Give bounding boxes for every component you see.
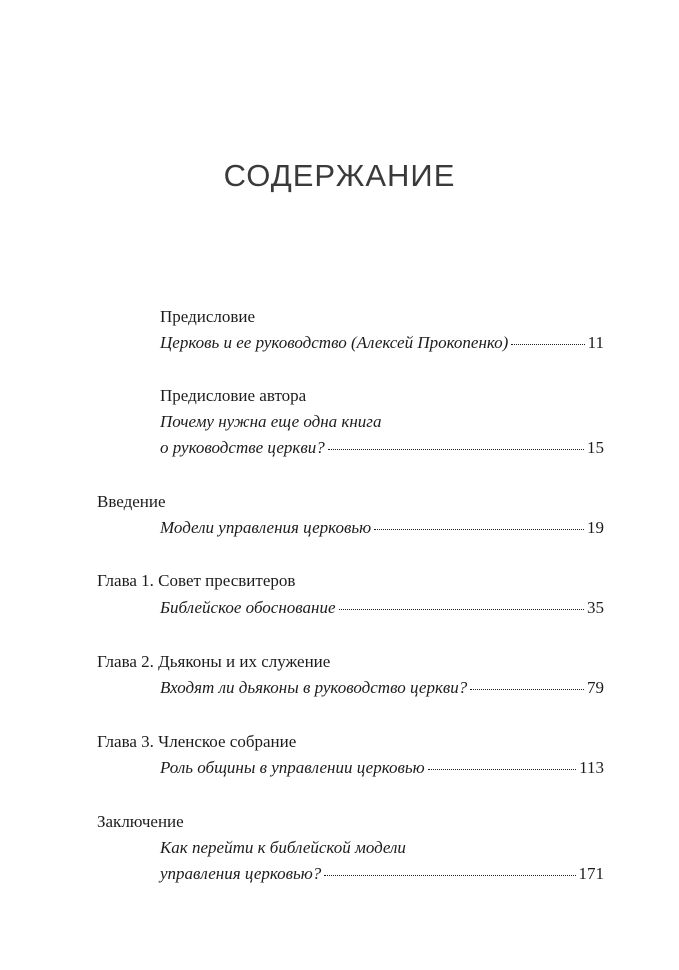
toc-entry-chapter2[interactable] <box>160 676 604 700</box>
page-title: СОДЕРЖАНИЕ <box>223 158 456 193</box>
dot-leader <box>324 874 575 876</box>
toc-author-preface-label: Предисловие автора <box>160 386 307 405</box>
page-number: 79 <box>587 678 604 697</box>
toc-author-preface-subtitle-line1: Почему нужна еще одна книга <box>160 412 382 431</box>
dot-leader <box>470 688 584 690</box>
toc-chapter3-label: Глава 3. Членское собрание <box>97 732 297 751</box>
dot-leader <box>374 528 584 530</box>
page-number: 113 <box>579 758 604 777</box>
toc-chapter2-label: Глава 2. Дьяконы и их служение <box>97 652 331 671</box>
page-number: 15 <box>587 438 604 457</box>
toc-author-preface-subtitle-line2: о руководстве церкви? <box>160 438 325 457</box>
toc-conclusion-subtitle-line2: управления церковью? <box>160 864 322 883</box>
page-number: 19 <box>587 518 604 537</box>
toc-conclusion-label: Заключение <box>97 812 184 831</box>
toc-introduction-label: Введение <box>97 492 166 511</box>
toc-introduction-subtitle: Модели управления церковью <box>160 518 372 537</box>
toc-foreword-label: Предисловие <box>160 307 256 326</box>
dot-leader <box>428 768 577 770</box>
page-number: 11 <box>587 333 604 352</box>
toc-entry-author-preface[interactable] <box>160 436 604 460</box>
toc-entry-introduction[interactable] <box>160 516 604 540</box>
toc-entry-foreword[interactable] <box>160 331 604 355</box>
dot-leader <box>339 608 584 610</box>
page-number: 35 <box>587 598 604 617</box>
toc-entry-chapter1[interactable] <box>160 596 604 620</box>
toc-chapter3-subtitle: Роль общины в управлении церковью <box>160 758 425 777</box>
toc-chapter1-subtitle: Библейское обоснование <box>160 598 336 617</box>
page-number: 171 <box>578 864 604 883</box>
toc-chapter2-subtitle: Входят ли дьяконы в руководство церкви? <box>160 678 468 697</box>
toc-foreword-subtitle: Церковь и ее руководство (Алексей Прокопенко) <box>160 333 509 352</box>
toc-chapter1-label: Глава 1. Совет пресвитеров <box>97 571 296 590</box>
dot-leader <box>328 448 584 450</box>
toc-entry-conclusion[interactable] <box>160 862 604 886</box>
toc-conclusion-subtitle-line1: Как перейти к библейской модели <box>160 838 406 857</box>
dot-leader <box>511 343 584 345</box>
toc-entry-chapter3[interactable] <box>160 756 604 780</box>
